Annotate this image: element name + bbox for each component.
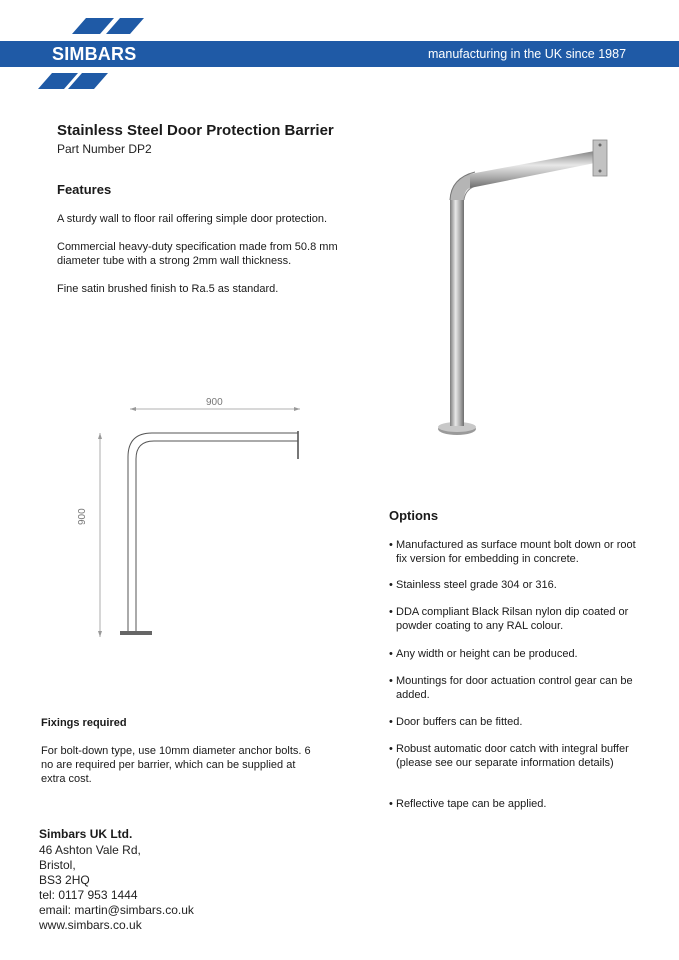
height-dimension-label: 900 — [77, 508, 88, 525]
phone-line: tel: 0117 953 1444 — [39, 888, 138, 902]
option-item — [389, 742, 649, 770]
product-photo — [430, 138, 620, 443]
part-number: Part Number DP2 — [57, 142, 152, 156]
option-item — [389, 578, 649, 592]
address-line: 46 Ashton Vale Rd, — [39, 843, 141, 857]
technical-drawing — [90, 395, 315, 645]
option-item — [389, 647, 649, 661]
option-item — [389, 715, 649, 729]
fixings-text: For bolt-down type, use 10mm diameter anchor bolts. 6 no are required per barrier, which can be supplied at extra cost. — [41, 745, 311, 785]
option-text: Reflective tape can be applied. — [396, 798, 547, 810]
email-link[interactable]: email: martin@simbars.co.uk — [39, 903, 194, 917]
fixings-heading: Fixings required — [41, 717, 127, 729]
bullet: • — [389, 579, 393, 591]
header-tagline: manufacturing in the UK since 1987 — [428, 47, 627, 61]
address-line: BS3 2HQ — [39, 873, 90, 887]
option-text: Robust automatic door catch with integral buffer (please see our separate information details) — [396, 743, 629, 769]
option-item — [389, 797, 649, 811]
address-line: Bristol, — [39, 858, 76, 872]
company-name: Simbars UK Ltd. — [39, 827, 133, 841]
feature-item: Commercial heavy-duty specification made from 50.8 mm diameter tube with a strong 2mm wall thickness. — [57, 241, 338, 267]
feature-item: A sturdy wall to floor rail offering simple door protection. — [57, 213, 328, 225]
option-item — [389, 538, 649, 566]
bullet: • — [389, 675, 393, 687]
brand-name: SIMBARS — [52, 44, 137, 64]
option-text: DDA compliant Black Rilsan nylon dip coated or powder coating to any RAL colour. — [396, 606, 629, 632]
option-item — [389, 674, 649, 702]
width-dimension-label: 900 — [206, 397, 223, 408]
features-heading: Features — [57, 182, 112, 197]
bullet: • — [389, 539, 393, 551]
bullet: • — [389, 606, 393, 618]
website-link[interactable]: www.simbars.co.uk — [39, 918, 142, 932]
option-text: Stainless steel grade 304 or 316. — [396, 579, 557, 591]
feature-item: Fine satin brushed finish to Ra.5 as standard. — [57, 283, 279, 295]
option-text: Mountings for door actuation control gear can be added. — [396, 675, 633, 701]
bullet: • — [389, 798, 393, 810]
bullet: • — [389, 716, 393, 728]
option-text: Door buffers can be fitted. — [396, 716, 523, 728]
options-heading: Options — [389, 508, 439, 523]
bullet: • — [389, 743, 393, 755]
product-title: Stainless Steel Door Protection Barrier — [57, 122, 334, 139]
option-text: Any width or height can be produced. — [396, 648, 578, 660]
bullet: • — [389, 648, 393, 660]
option-item — [389, 605, 649, 633]
option-text: Manufactured as surface mount bolt down or root fix version for embedding in concrete. — [396, 539, 636, 565]
